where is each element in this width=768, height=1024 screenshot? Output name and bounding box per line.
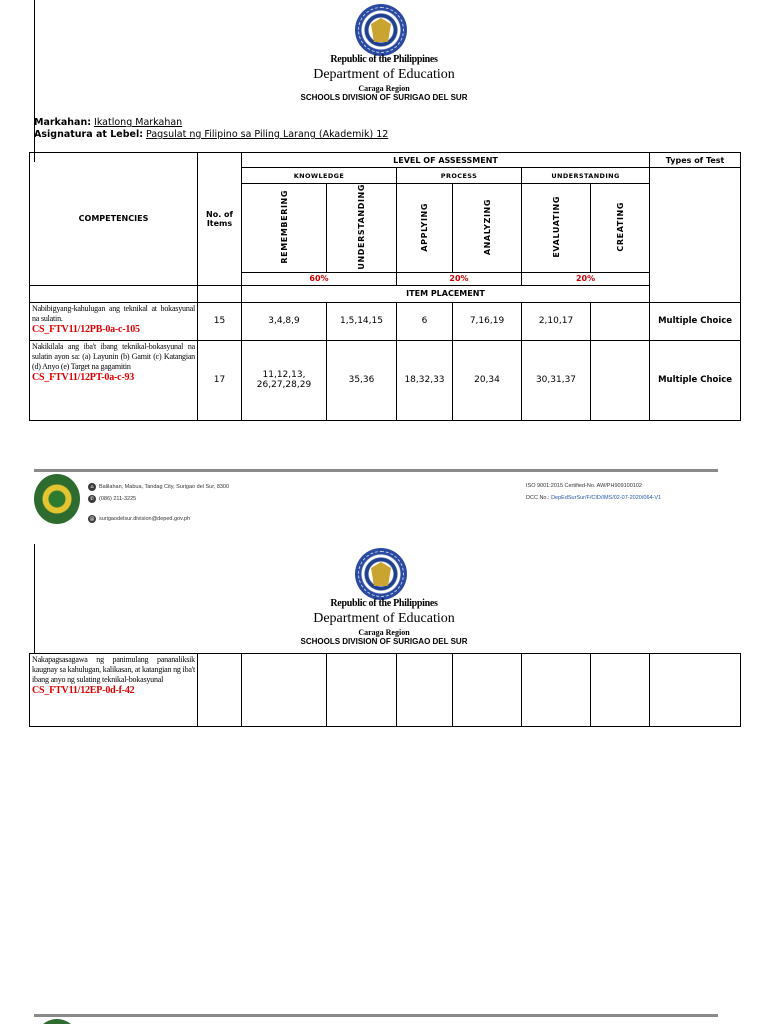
remembering-cell: 3,4,8,9 — [242, 302, 327, 340]
evaluating-header — [522, 184, 591, 273]
process-percent: 20% — [397, 272, 522, 285]
competency-cell — [30, 340, 198, 420]
test-type-cell: Multiple Choice — [650, 340, 741, 420]
page1-header — [0, 54, 768, 102]
evaluating-cell: 30,31,37 — [522, 340, 591, 420]
footer-rule — [34, 469, 718, 472]
phone-text: (086) 211-3225 — [99, 496, 137, 502]
table-row — [30, 302, 741, 340]
department-title: Department of Education — [313, 67, 455, 82]
division-logo-icon — [34, 474, 80, 524]
table-row — [30, 654, 741, 727]
test-type-cell — [650, 654, 741, 727]
division-title: SCHOOLS DIVISION OF SURIGAO DEL SUR — [300, 93, 468, 102]
page2-header — [0, 598, 768, 646]
address-text: Balilahan, Mabua, Tandag City, Surigao del Sur, 8300 — [99, 484, 230, 490]
creating-label: CREATING — [615, 202, 625, 252]
address-line — [88, 482, 229, 492]
location-icon: ⌂ — [88, 483, 96, 491]
phone-icon: ✆ — [89, 496, 95, 502]
quarter-line — [34, 117, 182, 128]
dcc-value: DepEdSurSur/F/CID/IMS/02-07-2020/064-V1 — [551, 495, 662, 501]
subject-value: Pagsulat ng Filipino sa Piling Larang (Akademik) 12 — [146, 129, 389, 140]
remembering-header — [242, 184, 327, 273]
analyzing-cell: 20,34 — [453, 340, 522, 420]
remembering-label: REMEMBERING — [279, 190, 289, 264]
remembering-cell — [242, 654, 327, 727]
applying-label: APPLYING — [420, 202, 429, 252]
understanding-header — [327, 184, 397, 273]
competencies-header: COMPETENCIES — [30, 153, 198, 286]
no-of-items-header: No. of Items — [198, 153, 242, 286]
competency-cell — [30, 654, 198, 727]
department-title: Department of Education — [313, 611, 455, 626]
items-cell: 17 — [198, 340, 242, 420]
page1-footer — [34, 474, 718, 534]
deped-seal-icon — [355, 4, 407, 56]
competency-cell — [30, 302, 198, 340]
competencies-spacer — [30, 285, 198, 302]
iso-certification: ISO 9001:2015 Certified-No. AW/PH909100102 — [526, 483, 642, 489]
creating-cell — [591, 302, 650, 340]
evaluating-cell — [522, 654, 591, 727]
table-of-specification — [29, 152, 741, 421]
understanding-label: UNDERSTANDING — [357, 184, 366, 270]
dcc-label: DCC No.: — [526, 495, 550, 501]
understanding-cell — [327, 654, 397, 727]
remembering-cell: 11,12,13, 26,27,28,29 — [242, 340, 327, 420]
applying-cell: 6 — [397, 302, 453, 340]
analyzing-cell: 7,16,19 — [453, 302, 522, 340]
republic-title: Republic of the Philippines — [330, 598, 438, 609]
subject-label: Asignatura at Lebel: — [34, 129, 143, 140]
test-type-cell: Multiple Choice — [650, 302, 741, 340]
knowledge-percent: 60% — [242, 272, 397, 285]
items-cell — [198, 654, 242, 727]
understanding-cell: 1,5,14,15 — [327, 302, 397, 340]
region-title: Caraga Region — [358, 628, 410, 637]
competency-code: CS_FTV11/12PB-0a-c-105 — [32, 323, 140, 335]
types-of-test-header: Types of Test — [650, 153, 741, 168]
applying-header — [397, 184, 453, 273]
table-continuation — [29, 653, 741, 727]
creating-header — [591, 184, 650, 273]
level-of-assessment-header: LEVEL OF ASSESSMENT — [242, 153, 650, 168]
division-title: SCHOOLS DIVISION OF SURIGAO DEL SUR — [300, 637, 468, 646]
competency-text: Nabibigyang-kahulugan ang teknikal at bokasyunal na sulatin. — [32, 303, 195, 323]
competency-code: CS_FTV11/12EP-0d-f-42 — [32, 685, 135, 696]
applying-cell — [397, 654, 453, 727]
process-header: PROCESS — [397, 168, 522, 184]
competency-code: CS_FTV11/12PT-0a-c-93 — [32, 371, 135, 383]
analyzing-cell — [453, 654, 522, 727]
region-title: Caraga Region — [358, 84, 410, 93]
republic-title: Republic of the Philippines — [330, 54, 438, 65]
quarter-label: Markahan: — [34, 117, 92, 128]
creating-cell — [591, 340, 650, 420]
creating-cell — [591, 654, 650, 727]
types-of-test-spacer — [650, 168, 741, 303]
quarter-value: Ikatlong Markahan — [94, 117, 183, 128]
deped-seal-icon — [355, 548, 407, 600]
understanding-group-header: UNDERSTANDING — [522, 168, 650, 184]
table-row — [30, 340, 741, 420]
subject-line — [34, 129, 388, 140]
page2-footer — [34, 1019, 718, 1024]
knowledge-header: KNOWLEDGE — [242, 168, 397, 184]
footer-rule — [34, 1014, 718, 1017]
division-logo-icon — [34, 1019, 80, 1024]
analyzing-label: ANALYZING — [482, 198, 492, 255]
phone-line — [88, 494, 136, 504]
email-text: surigaodelsur.division@deped.gov.ph — [99, 516, 191, 522]
item-placement-header: ITEM PLACEMENT — [242, 285, 650, 302]
items-cell: 15 — [198, 302, 242, 340]
evaluating-cell: 2,10,17 — [522, 302, 591, 340]
items-spacer — [198, 285, 242, 302]
understanding-percent: 20% — [522, 272, 650, 285]
analyzing-header — [453, 184, 522, 273]
email-line — [88, 514, 190, 524]
dcc-number — [526, 495, 661, 501]
competency-text: Nakapagsasagawa ng panimulang pananaliksik kaugnay sa kahulugan, kalikasan, at katangian ng iba't ibang anyo ng sulating teknikal-bokasyunal — [32, 655, 195, 684]
evaluating-label: EVALUATING — [551, 195, 561, 258]
competency-text: Nakikilala ang iba't ibang teknikal-bokasyunal na sulatin ayon sa: (a) Layunin (b) Gamit (c) Katangian (d) Anyo (e) Target na gagamitin — [32, 341, 195, 371]
mail-icon: @ — [89, 516, 95, 522]
understanding-cell: 35,36 — [327, 340, 397, 420]
applying-cell: 18,32,33 — [397, 340, 453, 420]
